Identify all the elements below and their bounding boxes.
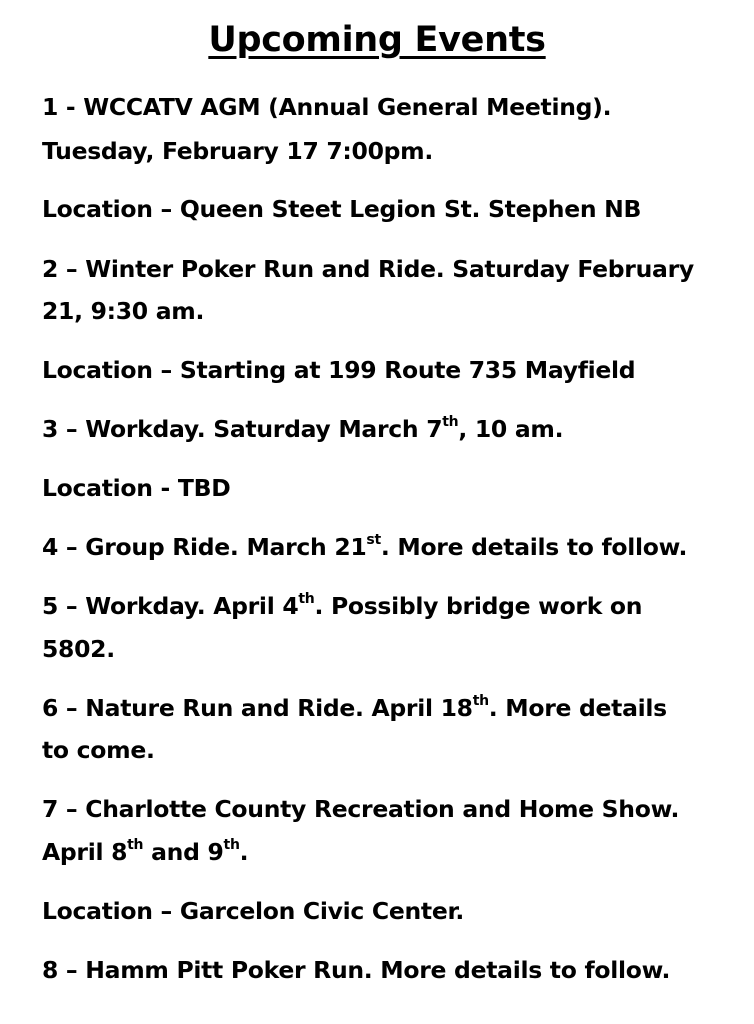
event-1-line-2: Tuesday, February 17 7:00pm.	[42, 137, 433, 165]
event-6-ordinal: th	[472, 693, 489, 710]
event-3-text-a: 3 – Workday. Saturday March 7	[42, 415, 443, 443]
event-2-line-1: 2 – Winter Poker Run and Ride. Saturday February	[42, 255, 694, 283]
event-7-text-c: .	[239, 838, 249, 866]
event-3-text-b: , 10 am.	[458, 415, 564, 443]
event-7-location: Location – Garcelon Civic Center.	[42, 897, 465, 925]
event-7-text-a: April 8	[42, 838, 128, 866]
event-6-line-1	[42, 691, 667, 725]
page-title	[0, 16, 754, 64]
event-1-line-1: 1 - WCCATV AGM (Annual General Meeting).	[42, 93, 612, 121]
event-5-line-2: 5802.	[42, 635, 115, 663]
event-7-ordinal-1: th	[127, 837, 144, 854]
event-5-line-1	[42, 589, 642, 623]
event-2-line-2: 21, 9:30 am.	[42, 297, 205, 325]
event-7-line-1: 7 – Charlotte County Recreation and Home Show.	[42, 795, 680, 823]
event-1-location: Location – Queen Steet Legion St. Stephen NB	[42, 195, 642, 223]
event-4-text-b: . More details to follow.	[380, 533, 688, 561]
event-8-line-1: 8 – Hamm Pitt Poker Run. More details to follow.	[42, 956, 671, 984]
event-7-text-b: and 9	[143, 838, 224, 866]
event-4-ordinal: st	[366, 532, 381, 549]
event-3-location: Location - TBD	[42, 474, 231, 502]
event-7-ordinal-2: th	[223, 837, 240, 854]
event-6-text-a: 6 – Nature Run and Ride. April 18	[42, 694, 473, 722]
event-7-line-2	[42, 835, 248, 869]
event-4-text-a: 4 – Group Ride. March 21	[42, 533, 367, 561]
event-5-text-a: 5 – Workday. April 4	[42, 592, 299, 620]
event-3-ordinal: th	[442, 414, 459, 431]
event-6-text-b: . More details	[488, 694, 667, 722]
event-3-line-1	[42, 412, 563, 446]
event-6-line-2: to come.	[42, 736, 155, 764]
event-5-ordinal: th	[298, 591, 315, 608]
event-4-line-1	[42, 530, 687, 564]
event-5-text-b: . Possibly bridge work on	[314, 592, 643, 620]
event-2-location: Location – Starting at 199 Route 735 Mayfield	[42, 356, 636, 384]
page-title-text: Upcoming Events	[208, 20, 546, 60]
